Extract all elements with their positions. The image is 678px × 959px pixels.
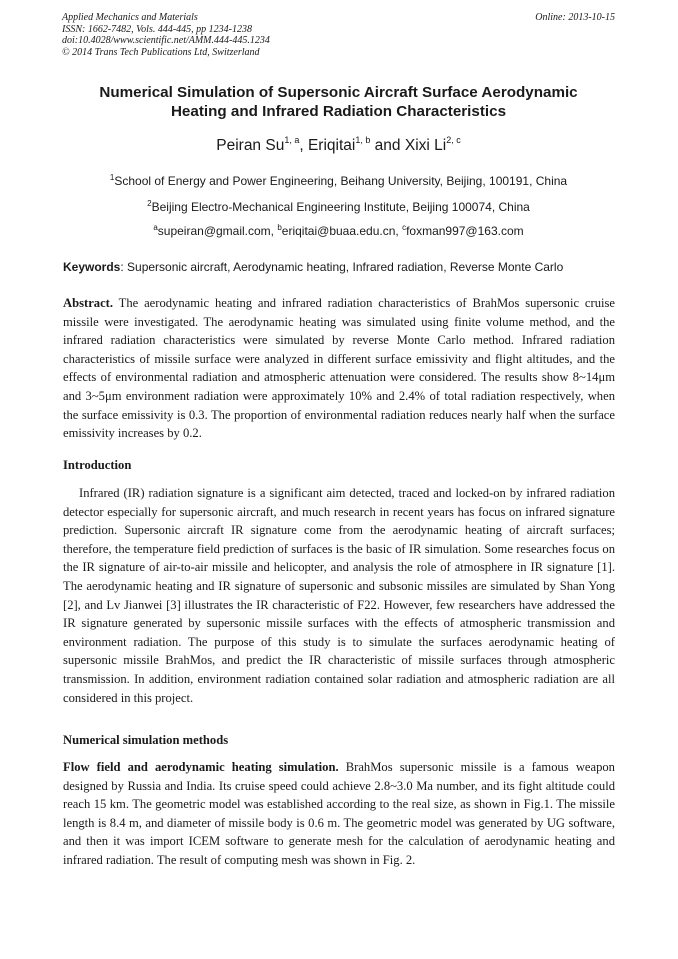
methods-text: BrahMos supersonic missile is a famous weapon designed by Russia and India. Its cruise speed could achieve 2.8~3.0 Ma number, and its fight altitude could reach 15 km. The geometric model was established according to the real size, as shown in Fig.1. The missile length is 8.4 m, and diameter of missile body is 0.6 m. The geometric model was generated by UG software, and then it was import ICEM software to generate mesh for the calculation of aerodynamic heating and infrared radiation. The result of computing mesh was shown in Fig. 2.: [63, 760, 615, 867]
affiliation-mark: 2: [147, 199, 152, 208]
author-affiliation-mark: 1, a: [284, 135, 300, 145]
affiliation-1: [62, 170, 615, 189]
affiliation-2: [62, 196, 615, 215]
abstract-paragraph: [63, 294, 615, 443]
abstract-text: The aerodynamic heating and infrared radiation characteristics of BrahMos supersonic cruise missile were investigated. The aerodynamic heating was simulated using finite volume method, and the infrared radiation characteristics were simulated by reverse Monte Carlo method. Infrared radiation characteristics of missile surface were analyzed in different surface emissivity and flight altitudes, and the effects of environmental radiation and atmospheric attenuation were considered. The results show 8~14μm and 3~5μm environment radiation were approximately 10% and 2.4% of total radiation respectively, when the surface emissivity is 0.3. The proportion of environmental radiation reduces nearly half when the surface emissivity increases by 0.2.: [63, 296, 615, 441]
journal-header: [62, 12, 270, 58]
author-name: Xixi Li: [404, 137, 447, 155]
keywords-line: [63, 259, 616, 275]
affiliation-text: School of Energy and Power Engineering, Beihang University, Beijing, 100191, China: [114, 174, 568, 188]
email-list: [62, 220, 615, 239]
title-line-2: Heating and Infrared Radiation Characteristics: [170, 103, 507, 120]
affiliation-text: Beijing Electro-Mechanical Engineering Institute, Beijing 100074, China: [151, 200, 530, 214]
email-mark: c: [402, 223, 407, 232]
email-mark: a: [153, 223, 158, 232]
author-name: Eriqitai: [307, 137, 356, 155]
author-affiliation-mark: 2, c: [446, 135, 461, 145]
doi-line: doi:10.4028/www.scientific.net/AMM.444-445.1234: [62, 35, 270, 46]
author-name: Peiran Su: [216, 137, 285, 155]
methods-run-in-heading: Flow field and aerodynamic heating simulation.: [63, 760, 339, 774]
author-separator: ,: [299, 137, 308, 155]
keywords-text: : Supersonic aircraft, Aerodynamic heating, Infrared radiation, Reverse Monte Carlo: [120, 260, 564, 274]
author-affiliation-mark: 1, b: [355, 135, 371, 145]
email-mark: b: [277, 223, 282, 232]
author-list: [62, 131, 615, 156]
affiliation-mark: 1: [109, 173, 115, 182]
email-address: eriqitai@buaa.edu.cn,: [281, 224, 403, 238]
methods-paragraph: [63, 758, 615, 870]
copyright-line: © 2014 Trans Tech Publications Ltd, Switzerland: [62, 46, 260, 58]
email-address: supeiran@gmail.com,: [157, 224, 278, 238]
introduction-paragraph: Infrared (IR) radiation signature is a significant aim detected, traced and locked-on by infrared radiation detector especially for supersonic aircraft, and much research in recent years has focus on infrared signature prediction. Supersonic aircraft IR signature come from the aerodynamic heating of aircraft surfaces; therefore, the temperature field prediction of surfaces is the basic of IR simulation. Some researches focus on the IR signature of air-to-air missile and helicopter, and analysis the role of atmosphere in IR signature [1]. The aerodynamic heating and IR signature of supersonic and subsonic missiles are simulated by Shan Yong [2], and Lv Jianwei [3] illustrates the IR characteristic of F22. However, few researchers have addressed the IR signature generated by supersonic missile surfaces with the effects of atmospheric transmission and environment radiation. The purpose of this study is to simulate the surfaces aerodynamic heating of supersonic missile BrahMos, and predict the IR characteristic of missile surfaces through atmospheric transmission. In addition, environment radiation contained solar radiation and atmospheric radiation are all considered in this project.: [63, 486, 615, 705]
title-line-1: Numerical Simulation of Supersonic Aircraft Surface Aerodynamic: [99, 84, 578, 101]
online-date: Online: 2013-10-15: [535, 12, 615, 23]
paper-title: [62, 83, 615, 121]
issn-line: ISSN: 1662-7482, Vols. 444-445, pp 1234-1238: [62, 23, 252, 35]
keywords-label: Keywords: [63, 260, 121, 274]
section-heading-introduction: Introduction: [63, 458, 132, 472]
abstract-label: Abstract.: [63, 296, 114, 310]
journal-name: Applied Mechanics and Materials: [62, 12, 198, 23]
author-separator: and: [370, 137, 405, 155]
email-address: foxman997@163.com: [406, 224, 524, 238]
section-heading-methods: Numerical simulation methods: [63, 733, 229, 747]
